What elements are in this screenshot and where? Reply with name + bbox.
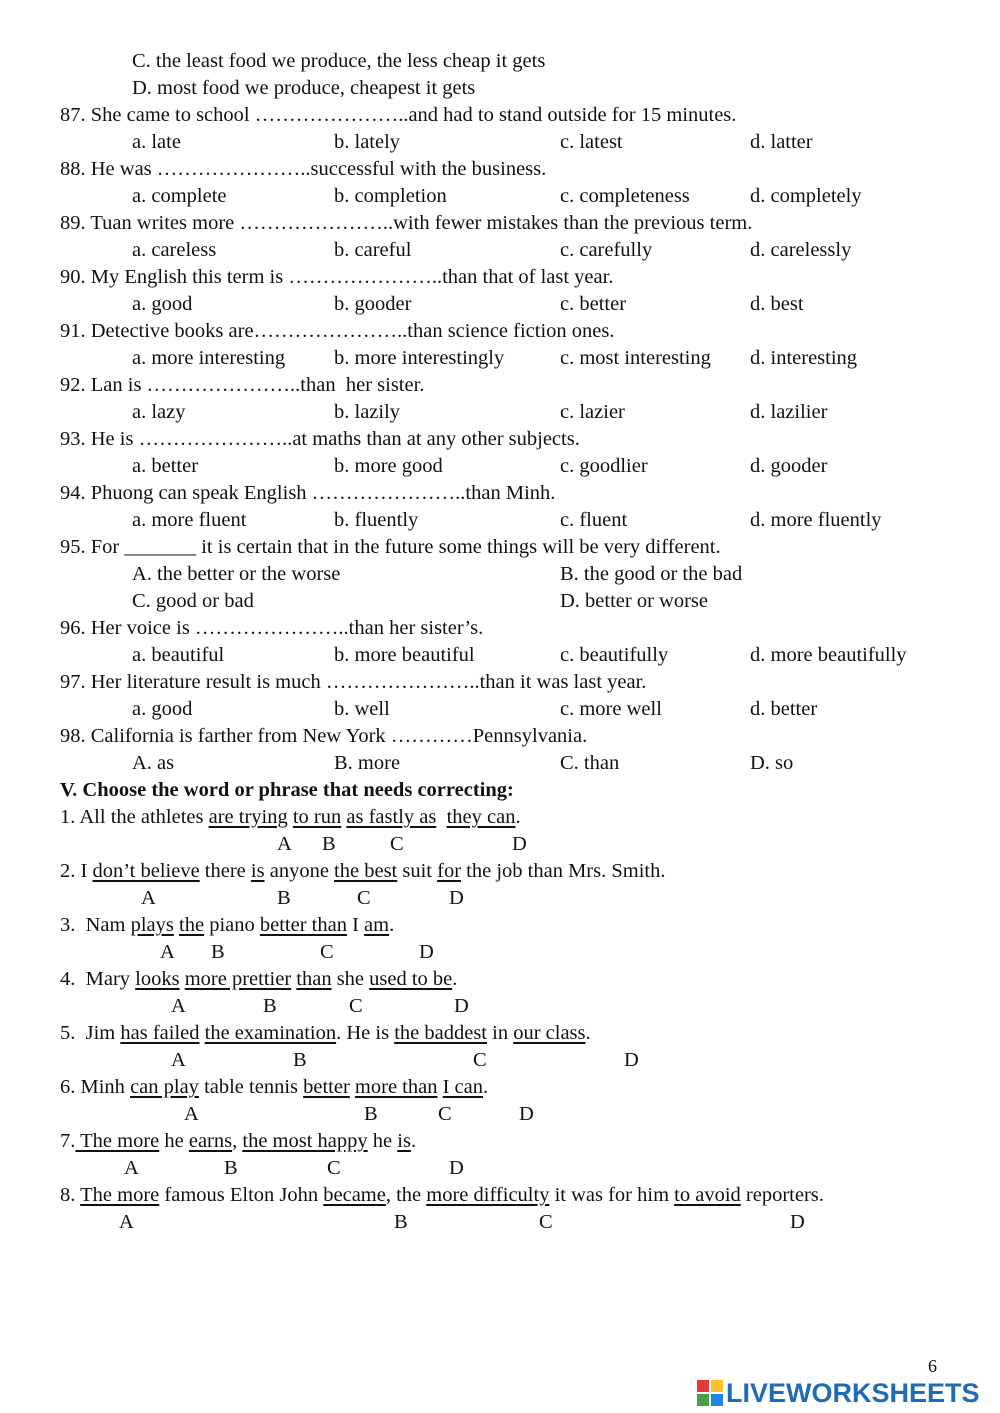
question-stem: 91. Detective books are…………………..than science fiction ones. xyxy=(60,320,615,342)
text-segment: . xyxy=(585,1022,591,1044)
letter-b: B xyxy=(211,941,225,963)
underlined-part-a[interactable]: don’t believe xyxy=(92,860,200,882)
option-c[interactable]: c. better xyxy=(560,293,627,315)
text-segment: , the xyxy=(385,1184,427,1206)
error-item xyxy=(60,1128,416,1155)
option-c[interactable]: c. beautifully xyxy=(560,644,669,666)
logo-square-icon xyxy=(697,1380,709,1392)
option-b[interactable]: B. the good or the bad xyxy=(560,563,743,585)
text-segment: 5. Jim xyxy=(60,1022,121,1044)
text-segment: suit xyxy=(397,860,438,882)
underlined-part-c[interactable]: as fastly as xyxy=(346,806,437,828)
underlined-part-b[interactable]: the examination xyxy=(204,1022,337,1044)
text-segment: it was for him xyxy=(549,1184,675,1206)
underlined-part-d[interactable]: am xyxy=(364,914,390,936)
letter-c: C xyxy=(320,941,334,963)
letter-a: A xyxy=(124,1157,139,1179)
letter-b: B xyxy=(293,1049,307,1071)
text-segment: I xyxy=(346,914,365,936)
text-segment: the job than Mrs. Smith. xyxy=(461,860,666,882)
letter-c: C xyxy=(357,887,371,909)
error-item xyxy=(60,1074,488,1101)
underlined-part-a[interactable]: are trying xyxy=(208,806,288,828)
underlined-part-d[interactable]: I can xyxy=(442,1076,483,1098)
text-segment: . xyxy=(410,1130,417,1152)
letter-d: D xyxy=(454,995,469,1017)
option-d[interactable]: d. better xyxy=(750,698,818,720)
page-number: 6 xyxy=(928,1356,937,1376)
underlined-part-d[interactable]: they can xyxy=(446,806,516,828)
letter-b: B xyxy=(277,887,291,909)
option-b[interactable]: b. lazily xyxy=(334,401,401,423)
underlined-part-c[interactable]: better than xyxy=(259,914,347,936)
option-c[interactable]: c. more well xyxy=(560,698,662,720)
option-b[interactable]: b. completion xyxy=(334,185,447,207)
question-stem: 93. He is …………………..at maths than at any other subjects. xyxy=(60,428,580,450)
option-d[interactable]: d. carelessly xyxy=(750,239,852,261)
question-stem: 87. She came to school …………………..and had to stand outside for 15 minutes. xyxy=(60,104,737,126)
text-segment: . xyxy=(452,968,458,990)
question-stem: 98. California is farther from New York …………Pennsylvania. xyxy=(60,725,588,747)
underlined-part-b[interactable]: is xyxy=(250,860,265,882)
underlined-part-b[interactable]: the xyxy=(179,914,205,936)
letter-a: A xyxy=(171,1049,186,1071)
logo-square-icon xyxy=(697,1394,709,1406)
letter-a: A xyxy=(141,887,156,909)
letter-b: B xyxy=(364,1103,378,1125)
underlined-part-c[interactable]: more difficulty xyxy=(426,1184,550,1206)
underlined-part-b[interactable]: became xyxy=(323,1184,386,1206)
logo-grid-icon xyxy=(697,1380,723,1406)
letter-d: D xyxy=(519,1103,534,1125)
underlined-part-d[interactable]: our class xyxy=(513,1022,586,1044)
underlined-part-c[interactable]: than xyxy=(296,968,332,990)
option-b[interactable]: b. more beautiful xyxy=(334,644,475,666)
underlined-part-b[interactable]: to run xyxy=(292,806,342,828)
underlined-part-c[interactable]: more than xyxy=(354,1076,438,1098)
text-segment: famous Elton John xyxy=(159,1184,324,1206)
letter-d: D xyxy=(790,1211,805,1233)
prev-option-c: C. the least food we produce, the less cheap it gets xyxy=(132,50,546,72)
underlined-part-a[interactable]: plays xyxy=(130,914,174,936)
letter-b: B xyxy=(263,995,277,1017)
underlined-part-b[interactable]: more prettier xyxy=(184,968,292,990)
option-b[interactable]: b. more good xyxy=(334,455,443,477)
section-heading: V. Choose the word or phrase that needs correcting: xyxy=(60,779,514,801)
option-a[interactable]: a. more fluent xyxy=(132,509,247,531)
option-a[interactable]: a. good xyxy=(132,293,193,315)
option-b[interactable]: b. lately xyxy=(334,131,401,153)
underlined-part-a[interactable]: The more xyxy=(75,1130,160,1152)
letter-c: C xyxy=(438,1103,452,1125)
option-b[interactable]: b. gooder xyxy=(334,293,412,315)
option-a[interactable]: a. late xyxy=(132,131,181,153)
option-b[interactable]: b. careful xyxy=(334,239,412,261)
text-segment: 3. Nam xyxy=(60,914,131,936)
letter-a: A xyxy=(277,833,292,855)
option-c[interactable]: c. fluent xyxy=(560,509,628,531)
option-a[interactable]: a. beautiful xyxy=(132,644,225,666)
text-segment: . He is xyxy=(336,1022,395,1044)
underlined-part-c[interactable]: the best xyxy=(334,860,398,882)
text-segment: , xyxy=(232,1130,243,1152)
option-a[interactable]: a. good xyxy=(132,698,193,720)
text-segment: table tennis xyxy=(198,1076,304,1098)
text-segment: in xyxy=(487,1022,514,1044)
liveworksheets-logo xyxy=(697,1378,980,1408)
error-item xyxy=(60,912,394,939)
option-d[interactable]: d. latter xyxy=(750,131,813,153)
text-segment: she xyxy=(331,968,370,990)
letter-a: A xyxy=(184,1103,199,1125)
letter-b: B xyxy=(322,833,336,855)
text-segment: . xyxy=(515,806,521,828)
option-b[interactable]: B. more xyxy=(334,752,401,774)
option-d[interactable]: d. gooder xyxy=(750,455,828,477)
option-d[interactable]: d. interesting xyxy=(750,347,858,369)
text-segment: 6. Minh xyxy=(60,1076,131,1098)
option-c[interactable]: C. good or bad xyxy=(132,590,254,612)
letter-c: C xyxy=(349,995,363,1017)
logo-square-icon xyxy=(711,1380,723,1392)
option-a[interactable]: a. lazy xyxy=(132,401,186,423)
letter-c: C xyxy=(327,1157,341,1179)
text-segment: he xyxy=(367,1130,398,1152)
option-d[interactable]: d. lazilier xyxy=(750,401,828,423)
letter-a: A xyxy=(160,941,175,963)
letter-c: C xyxy=(539,1211,553,1233)
underlined-part-d[interactable]: to avoid xyxy=(674,1184,741,1206)
letter-d: D xyxy=(449,887,464,909)
option-a[interactable]: a. better xyxy=(132,455,199,477)
question-stem: 96. Her voice is …………………..than her sister’s. xyxy=(60,617,484,639)
text-segment: anyone xyxy=(264,860,335,882)
underlined-part-d[interactable]: is xyxy=(397,1130,411,1152)
letter-d: D xyxy=(512,833,527,855)
underlined-part-d[interactable]: for xyxy=(437,860,462,882)
letter-a: A xyxy=(119,1211,134,1233)
prev-option-d: D. most food we produce, cheapest it gets xyxy=(132,77,476,99)
option-a[interactable]: a. more interesting xyxy=(132,347,286,369)
letter-d: D xyxy=(419,941,434,963)
option-c[interactable]: c. completeness xyxy=(560,185,690,207)
text-segment: 7. xyxy=(60,1130,76,1152)
option-d[interactable]: d. completely xyxy=(750,185,862,207)
logo-square-icon xyxy=(711,1394,723,1406)
question-stem: 95. For _______ it is certain that in the future some things will be very different. xyxy=(60,536,721,558)
question-stem: 88. He was …………………..successful with the business. xyxy=(60,158,547,180)
option-b[interactable]: b. well xyxy=(334,698,390,720)
option-c[interactable]: c. most interesting xyxy=(560,347,711,369)
option-d[interactable]: d. more fluently xyxy=(750,509,882,531)
option-a[interactable]: a. complete xyxy=(132,185,227,207)
text-segment xyxy=(436,806,446,828)
option-d[interactable]: d. more beautifully xyxy=(750,644,907,666)
question-stem: 97. Her literature result is much …………………..than it was last year. xyxy=(60,671,647,693)
question-stem: 94. Phuong can speak English …………………..than Minh. xyxy=(60,482,556,504)
underlined-part-b[interactable]: better xyxy=(303,1076,350,1098)
text-segment: reporters. xyxy=(740,1184,824,1206)
text-segment: he xyxy=(159,1130,189,1152)
underlined-part-c[interactable]: the baddest xyxy=(394,1022,487,1044)
letter-c: C xyxy=(473,1049,487,1071)
option-a[interactable]: a. careless xyxy=(132,239,217,261)
text-segment: there xyxy=(199,860,251,882)
underlined-part-a[interactable]: looks xyxy=(135,968,180,990)
option-a[interactable]: A. as xyxy=(132,752,175,774)
text-segment: . xyxy=(483,1076,489,1098)
text-segment: 2. I xyxy=(60,860,93,882)
letter-b: B xyxy=(224,1157,238,1179)
underlined-part-a[interactable]: can play xyxy=(130,1076,199,1098)
option-d[interactable]: D. better or worse xyxy=(560,590,709,612)
option-c[interactable]: c. goodlier xyxy=(560,455,648,477)
letter-d: D xyxy=(624,1049,639,1071)
text-segment: 1. All the athletes xyxy=(60,806,209,828)
option-c[interactable]: c. carefully xyxy=(560,239,653,261)
error-item xyxy=(60,1182,824,1209)
error-item xyxy=(60,1020,591,1047)
option-b[interactable]: b. more interestingly xyxy=(334,347,505,369)
underlined-part-a[interactable]: has failed xyxy=(120,1022,200,1044)
text-segment: 8. xyxy=(60,1184,81,1206)
text-segment: . xyxy=(389,914,395,936)
option-c[interactable]: c. lazier xyxy=(560,401,625,423)
underlined-part-b[interactable]: earns xyxy=(188,1130,233,1152)
letter-c: C xyxy=(390,833,404,855)
option-a[interactable]: A. the better or the worse xyxy=(132,563,341,585)
underlined-part-d[interactable]: used to be xyxy=(369,968,453,990)
underlined-part-a[interactable]: The more xyxy=(80,1184,160,1206)
question-stem: 89. Tuan writes more …………………..with fewer mistakes than the previous term. xyxy=(60,212,753,234)
underlined-part-c[interactable]: the most happy xyxy=(242,1130,368,1152)
text-segment: piano xyxy=(204,914,260,936)
option-d[interactable]: D. so xyxy=(750,752,794,774)
letter-a: A xyxy=(171,995,186,1017)
question-stem: 90. My English this term is …………………..than that of last year. xyxy=(60,266,614,288)
error-item xyxy=(60,858,665,885)
question-stem: 92. Lan is …………………..than her sister. xyxy=(60,374,425,396)
letter-d: D xyxy=(449,1157,464,1179)
letter-b: B xyxy=(394,1211,408,1233)
option-b[interactable]: b. fluently xyxy=(334,509,419,531)
option-c[interactable]: C. than xyxy=(560,752,620,774)
error-item xyxy=(60,966,457,993)
option-d[interactable]: d. best xyxy=(750,293,804,315)
text-segment: 4. Mary xyxy=(60,968,136,990)
logo-text: LIVEWORKSHEETS xyxy=(726,1377,980,1408)
option-c[interactable]: c. latest xyxy=(560,131,623,153)
error-item xyxy=(60,804,521,831)
